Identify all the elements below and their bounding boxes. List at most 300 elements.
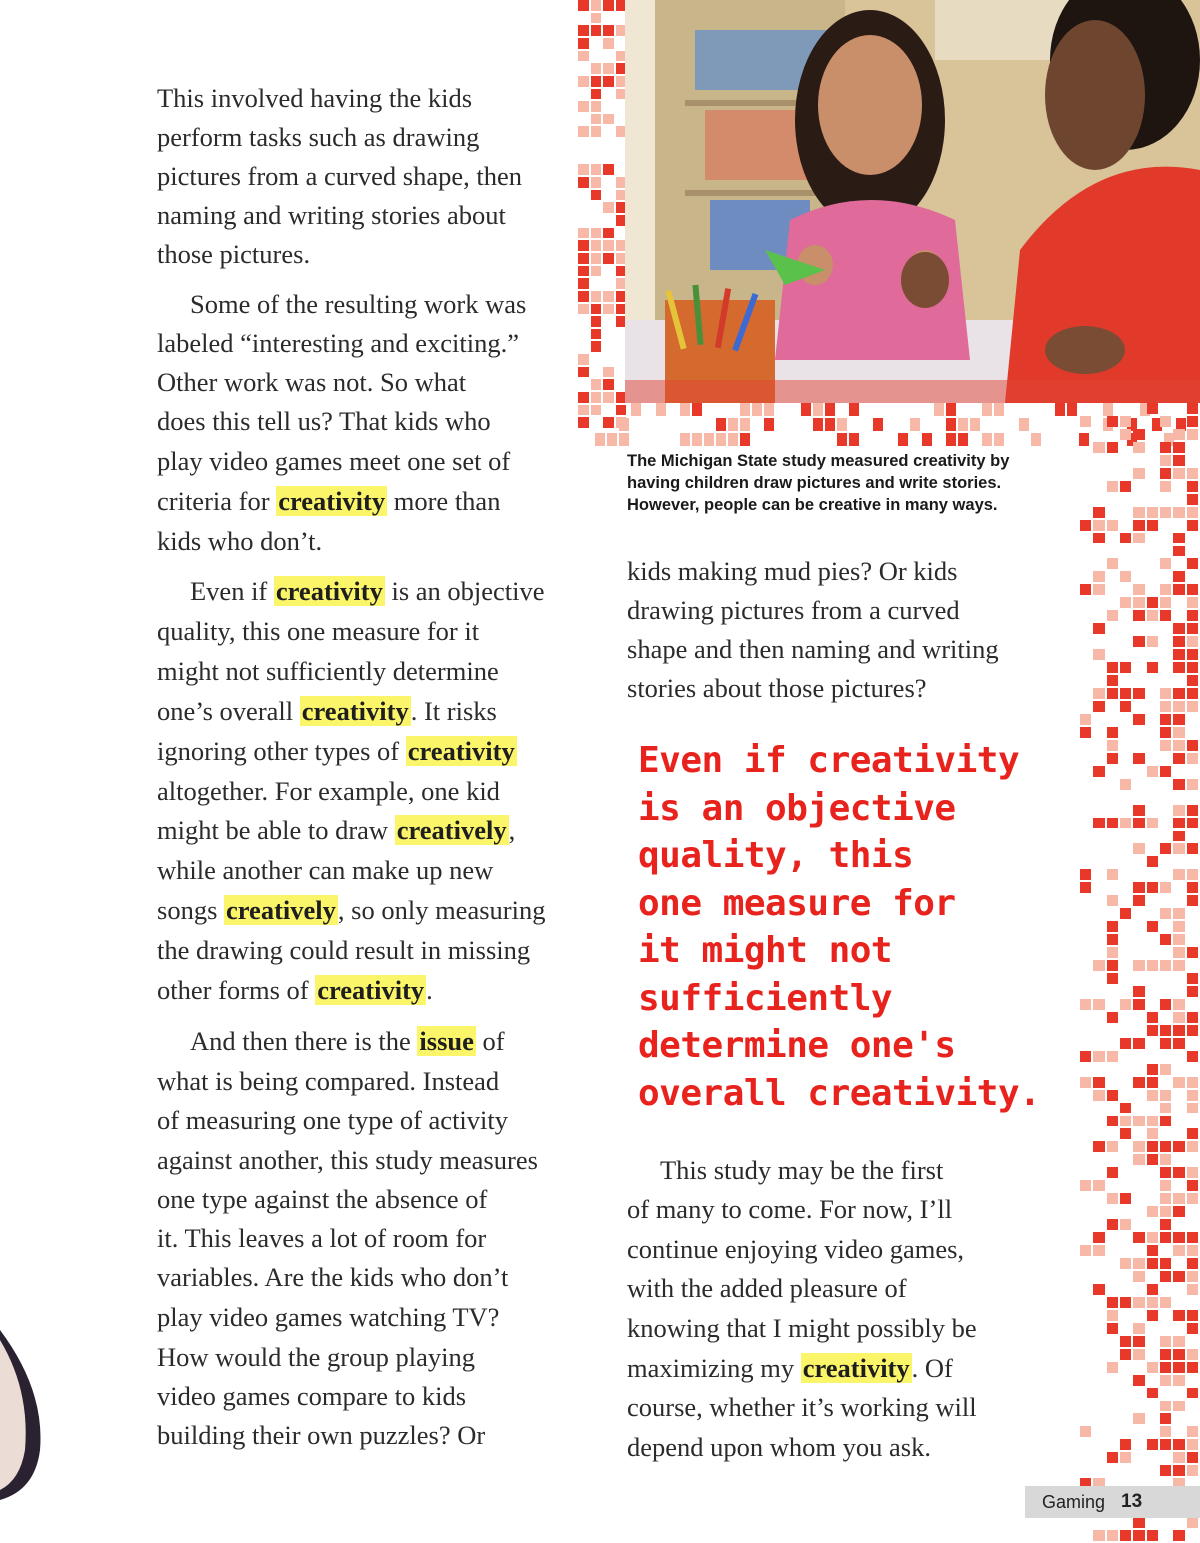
pixel-square [716,433,726,446]
pixel-square [1173,934,1184,945]
pixel-square [1173,1271,1184,1282]
pixel-square [692,403,702,416]
pixel-square [1133,882,1144,893]
glossary-term[interactable]: creativity [407,736,515,766]
pixel-pattern-right [1080,403,1200,1543]
pixel-square [1107,934,1118,945]
pixel-square [1160,1426,1171,1437]
pixel-square [1187,623,1198,634]
pixel-square [680,433,690,446]
pixel-square [1120,571,1131,582]
pixel-square [1187,1245,1198,1256]
pixel-square [1133,1323,1144,1334]
pixel-square [1147,1116,1158,1127]
pixel-square [603,240,614,251]
pixel-square [1093,766,1104,777]
pixel-square [740,418,750,431]
pixel-square [1120,1258,1131,1269]
pixel-square [578,291,589,302]
pixel-square [1187,1465,1198,1476]
text-run: And then there is the [190,1026,418,1056]
pixel-square [1133,1271,1144,1282]
pull-quote-line: is an objective [638,787,956,829]
pixel-square [1133,429,1144,440]
pixel-square [1187,1258,1198,1269]
pixel-square [1187,1103,1198,1114]
glossary-term[interactable]: creativity [278,486,386,516]
pixel-square [1107,895,1118,906]
pixel-square [1093,649,1104,660]
pixel-square [1107,481,1118,492]
pixel-square [1133,1154,1144,1165]
pixel-square [1107,1051,1118,1062]
pixel-square [1187,403,1198,414]
pixel-square [1160,1116,1171,1127]
pixel-square [1173,688,1184,699]
body-line [627,1353,953,1384]
pixel-square [1160,1167,1171,1178]
pixel-square [1019,418,1029,431]
pixel-square [934,403,944,416]
pixel-square [1147,507,1158,518]
pixel-square [982,403,992,416]
pixel-square [1080,1077,1091,1088]
pixel-square [1173,831,1184,842]
pixel-square [1107,960,1118,971]
pixel-square [1120,481,1131,492]
pixel-square [591,341,602,352]
pixel-square [1187,843,1198,854]
body-line: video games compare to kids [157,1381,467,1411]
body-line [190,1026,505,1057]
pixel-square [619,418,629,431]
pixel-square [752,403,762,416]
pixel-square [1147,662,1158,673]
body-line [157,895,545,926]
pixel-square [1147,597,1158,608]
pixel-square [1093,1232,1104,1243]
pull-quote-line: sufficiently [638,977,893,1019]
pixel-square [1147,1154,1158,1165]
glossary-term[interactable]: issue [419,1026,474,1056]
pixel-square [1160,1271,1171,1282]
pixel-square [578,177,589,188]
pixel-square [1187,1090,1198,1101]
pixel-square [740,403,750,416]
classroom-photo [625,0,1200,403]
pixel-square [1120,818,1131,829]
pixel-square [1147,921,1158,932]
pixel-square [1160,1038,1171,1049]
pixel-square [1160,468,1171,479]
text-run: . Of [911,1353,953,1383]
pixel-square [1187,597,1198,608]
body-line: stories about those pictures? [627,673,927,703]
pixel-square [1147,1310,1158,1321]
body-line [157,736,517,767]
pixel-square [603,164,614,175]
pixel-square [1160,1439,1171,1450]
pixel-square [1107,753,1118,764]
pixel-square [1107,1452,1118,1463]
pixel-square [1080,520,1091,531]
pixel-square [1107,947,1118,958]
pixel-square [1187,869,1198,880]
pixel-square [1133,1413,1144,1424]
pixel-square [1107,688,1118,699]
pixel-square [1187,1517,1198,1528]
pixel-square [1187,701,1198,712]
pixel-square [1160,1090,1171,1101]
pixel-square [578,417,589,428]
text-run: more than [387,486,501,516]
pixel-square [1120,1193,1131,1204]
pixel-square [1187,805,1198,816]
pixel-square [1133,1038,1144,1049]
partial-figure-image [0,1330,50,1500]
pixel-square [1120,597,1131,608]
pixel-square [1133,533,1144,544]
pixel-square [1160,727,1171,738]
pull-quote-line: it might not [638,930,893,971]
text-run: ignoring other types of [157,736,406,766]
pixel-square [1107,1362,1118,1373]
pixel-square [1107,1297,1118,1308]
pixel-square [1173,753,1184,764]
glossary-term[interactable]: creatively [396,815,507,845]
pixel-square [1120,1103,1131,1114]
pixel-square [801,403,811,416]
body-line: variables. Are the kids who don’t [157,1262,509,1292]
pixel-square [1160,1064,1171,1075]
pixel-square [1080,1051,1091,1062]
pixel-pattern-top [578,0,628,430]
text-run: criteria for [157,486,277,516]
text-run: . [426,975,433,1005]
pixel-square [1187,1349,1198,1360]
pixel-square [849,433,859,446]
body-line: naming and writing stories about [157,200,506,230]
pixel-square [1160,1465,1171,1476]
pixel-square [813,418,823,431]
pixel-square [1120,1219,1131,1230]
pixel-square [1133,818,1144,829]
pixel-square [578,367,589,378]
body-line: pictures from a curved shape, then [157,161,522,191]
body-line: while another can make up new [157,855,494,885]
pixel-square [1093,1141,1104,1152]
pixel-square [1120,533,1131,544]
pixel-square [1187,973,1198,984]
pixel-square [1133,753,1144,764]
pixel-square [1107,869,1118,880]
pixel-square [1173,714,1184,725]
pixel-square [1120,1128,1131,1139]
pixel-square [1120,416,1131,427]
glossary-term[interactable]: creativity [317,975,425,1005]
pixel-square [578,405,589,416]
pixel-square [1187,740,1198,751]
pull-quote-line: quality, this [638,835,914,876]
pixel-square [603,228,614,239]
pixel-square [1093,999,1104,1010]
pixel-square [578,164,589,175]
pixel-square [619,433,629,446]
pixel-square [1107,520,1118,531]
pixel-square [1160,908,1171,919]
pixel-square [1107,1530,1118,1541]
photo-caption [627,450,1057,516]
pixel-square [591,316,602,327]
pixel-square [1173,1452,1184,1463]
glossary-term[interactable]: creativity [802,1353,910,1383]
pixel-square [1093,571,1104,582]
body-line: does this tell us? That kids who [157,406,491,436]
pixel-square [1133,1116,1144,1127]
pixel-square [1173,429,1184,440]
pixel-square [1173,1232,1184,1243]
pixel-square [898,433,908,446]
pixel-square [1187,416,1198,427]
pixel-square [591,240,602,251]
pixel-square [1173,507,1184,518]
pixel-square [1187,468,1198,479]
pixel-square [1133,805,1144,816]
body-line: those pictures. [157,239,311,269]
pixel-square [591,291,602,302]
pixel-square [1187,1012,1198,1023]
pixel-square [1187,1193,1198,1204]
pixel-square [1107,1167,1118,1178]
body-line: How would the group playing [157,1342,475,1372]
pixel-square [603,114,614,125]
pixel-square [1107,1141,1118,1152]
pixel-square [578,253,589,264]
pixel-square [1107,675,1118,686]
pixel-square [1147,818,1158,829]
glossary-term[interactable]: creativity [301,696,409,726]
pixel-square [1080,882,1091,893]
pixel-square [1133,584,1144,595]
caption-line: having children draw pictures and write stories. [627,474,1002,492]
pixel-square [1160,1154,1171,1165]
pixel-square [1173,1141,1184,1152]
pixel-square [1080,869,1091,880]
pixel-square [1067,403,1077,416]
pixel-square [1160,1375,1171,1386]
pixel-square [603,202,614,213]
pixel-square [728,418,738,431]
pixel-square [1187,584,1198,595]
pixel-square [1133,520,1144,531]
pixel-square [1187,507,1198,518]
pixel-square [1173,546,1184,557]
pixel-square [1120,1439,1131,1450]
page-folio [1025,1486,1200,1518]
pixel-square [1080,714,1091,725]
pixel-square [1133,442,1144,453]
pixel-square [1173,1038,1184,1049]
pixel-square [1160,1413,1171,1424]
pixel-square [1173,1349,1184,1360]
pixel-square [1133,1077,1144,1088]
pixel-square [1173,1362,1184,1373]
pixel-square [1093,1090,1104,1101]
pixel-square [603,63,614,74]
pixel-square [1080,1180,1091,1191]
pixel-square [1080,1426,1091,1437]
pixel-square [578,266,589,277]
pixel-square [591,228,602,239]
body-line: drawing pictures from a curved [627,595,960,625]
pixel-square [1173,805,1184,816]
glossary-term[interactable]: creatively [226,895,336,925]
pixel-square [1160,442,1171,453]
pixel-square [1173,727,1184,738]
pixel-square [1093,701,1104,712]
text-run: , so only measuring [337,895,546,925]
page-number: 13 [1121,1491,1143,1512]
pixel-square [1160,882,1171,893]
pixel-square [1147,1284,1158,1295]
pixel-square [1187,1439,1198,1450]
pixel-square [603,253,614,264]
pixel-square [1133,1336,1144,1347]
caption-line: However, people can be creative in many ways. [627,496,998,514]
glossary-term[interactable]: creativity [275,576,383,606]
pixel-square [1093,584,1104,595]
pixel-square [1147,766,1158,777]
pixel-square [1160,843,1171,854]
pixel-square [1107,1090,1118,1101]
pixel-square [1187,1025,1198,1036]
body-line: knowing that I might possibly be [627,1313,977,1343]
pixel-square [1107,740,1118,751]
body-line [157,975,433,1006]
pixel-square [603,76,614,87]
pixel-square [1160,584,1171,595]
pixel-square [1187,1452,1198,1463]
pixel-square [1173,843,1184,854]
pixel-square [1147,1064,1158,1075]
text-run: might be able to draw [157,815,395,845]
pixel-square [1133,610,1144,621]
pixel-square [578,25,589,36]
pixel-square [813,403,823,416]
body-line: one type against the absence of [157,1184,488,1214]
pixel-square [578,76,589,87]
pixel-square [1187,675,1198,686]
body-line [157,486,500,517]
pixel-square [1173,740,1184,751]
pixel-square [958,418,968,431]
pixel-square [1120,1116,1131,1127]
pixel-square [1187,688,1198,699]
pixel-square [1187,1077,1198,1088]
pixel-square [1107,558,1118,569]
pixel-square [1133,1297,1144,1308]
pixel-square [1187,947,1198,958]
pixel-square [1160,1141,1171,1152]
pixel-square [1080,999,1091,1010]
pixel-square [578,278,589,289]
pixel-square [1107,921,1118,932]
pixel-square [578,228,589,239]
pixel-square [1160,597,1171,608]
pixel-square [1160,1297,1171,1308]
body-line: kids who don’t. [157,526,323,556]
pixel-square [656,403,666,416]
text-run: is an objective [384,576,545,606]
pixel-square [1107,442,1118,453]
pixel-square [1173,571,1184,582]
pixel-square [1147,403,1158,414]
pixel-square [1093,960,1104,971]
body-line: building their own puzzles? Or [157,1420,486,1450]
pixel-square [1173,662,1184,673]
pixel-square [1173,947,1184,958]
pull-quote-line: determine one's [638,1025,956,1066]
pixel-square [994,433,1004,446]
pixel-square [1093,520,1104,531]
pixel-square [1173,1530,1184,1541]
pixel-square [603,0,614,11]
pixel-square [1093,442,1104,453]
pixel-square [591,379,602,390]
pixel-square [1147,1025,1158,1036]
pixel-square [1147,1128,1158,1139]
pixel-square [1187,895,1198,906]
pixel-square [1093,623,1104,634]
pixel-square [1160,481,1171,492]
pixel-square [1107,1323,1118,1334]
pixel-square [1133,1375,1144,1386]
pixel-square [1107,818,1118,829]
pixel-square [1031,433,1041,446]
body-line: it. This leaves a lot of room for [157,1223,487,1253]
pixel-square [1107,416,1118,427]
pixel-square [603,379,614,390]
pixel-square [716,418,726,431]
pixel-square [591,0,602,11]
pixel-square [1120,908,1131,919]
pixel-square [1160,558,1171,569]
pixel-square [1173,779,1184,790]
pixel-square [1120,1297,1131,1308]
pixel-square [1160,1401,1171,1412]
pixel-square [1173,1193,1184,1204]
pixel-square [1173,1077,1184,1088]
pull-quote-line: Even if creativity [638,740,1020,781]
pixel-square [1187,662,1198,673]
pixel-square [1133,843,1144,854]
pixel-square [591,63,602,74]
pixel-square [578,392,589,403]
pixel-square [1147,1206,1158,1217]
pixel-square [1120,701,1131,712]
pixel-square [1147,1245,1158,1256]
pixel-square [1147,882,1158,893]
pixel-square [1133,597,1144,608]
pixel-square [1055,403,1065,416]
pixel-square [1187,429,1198,440]
pixel-square [578,354,589,365]
pixel-square [1133,468,1144,479]
pixel-square [825,403,835,416]
pixel-square [1187,753,1198,764]
pixel-square [1160,1103,1171,1114]
pixel-square [1160,934,1171,945]
